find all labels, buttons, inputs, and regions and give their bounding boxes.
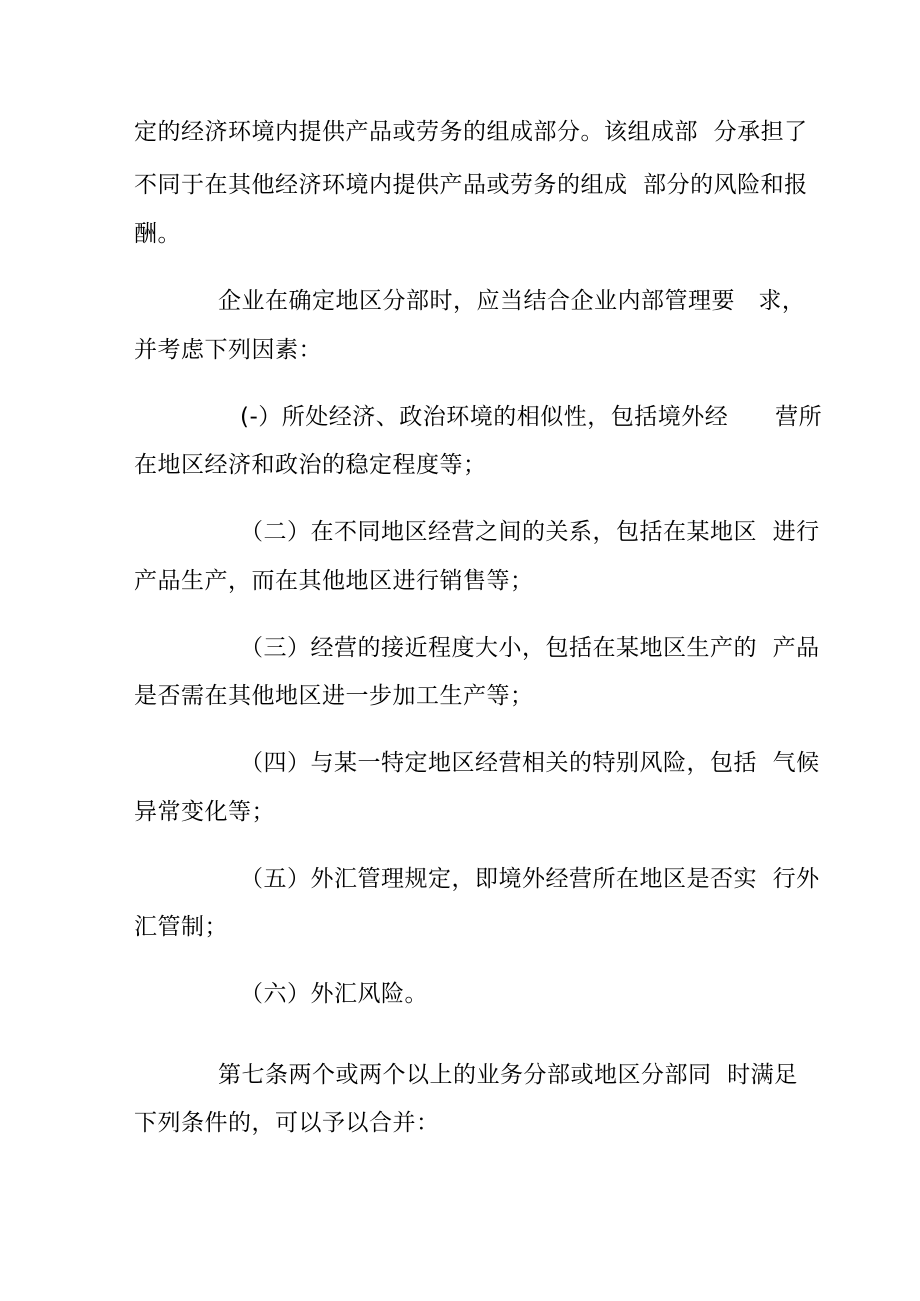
item-4-line-2: 异常变化等； (134, 799, 275, 825)
item-1-line-1: (-）所处经济、政治环境的相似性，包括境外经 营所 (240, 404, 823, 430)
item-5-line-1: （五）外汇管理规定，即境外经营所在地区是否实 行外 (240, 866, 820, 892)
paragraph-1-line-3: 酬。 (134, 221, 181, 247)
item-3-line-2: 是否需在其他地区进一步加工生产等； (134, 683, 534, 709)
item-6-line-1: （六）外汇风险。 (240, 981, 428, 1007)
paragraph-1-line-1: 定的经济环境内提供产品或劳务的组成部分。该组成部 分承担了 (134, 119, 808, 145)
article-7-line-2: 下列条件的，可以予以合并： (134, 1110, 440, 1136)
item-1-line-2: 在地区经济和政治的稳定程度等； (134, 452, 487, 478)
item-4-line-1: （四）与某一特定地区经营相关的特别风险，包括 气候 (240, 750, 820, 776)
item-5-line-2: 汇管制； (134, 914, 228, 940)
article-7-line-1: 第七条两个或两个以上的业务分部或地区分部同 时满足 (218, 1062, 798, 1088)
item-3-line-1: （三）经营的接近程度大小，包括在某地区生产的 产品 (240, 635, 820, 661)
item-2-line-1: （二）在不同地区经营之间的关系，包括在某地区 进行 (240, 519, 820, 545)
item-2-line-2: 产品生产，而在其他地区进行销售等； (134, 568, 534, 594)
paragraph-2-line-1: 企业在确定地区分部时，应当结合企业内部管理要 求， (218, 288, 806, 314)
paragraph-2-line-2: 并考虑下列因素： (134, 337, 322, 363)
paragraph-1-line-2: 不同于在其他经济环境内提供产品或劳务的组成 部分的风险和报 (134, 172, 808, 198)
